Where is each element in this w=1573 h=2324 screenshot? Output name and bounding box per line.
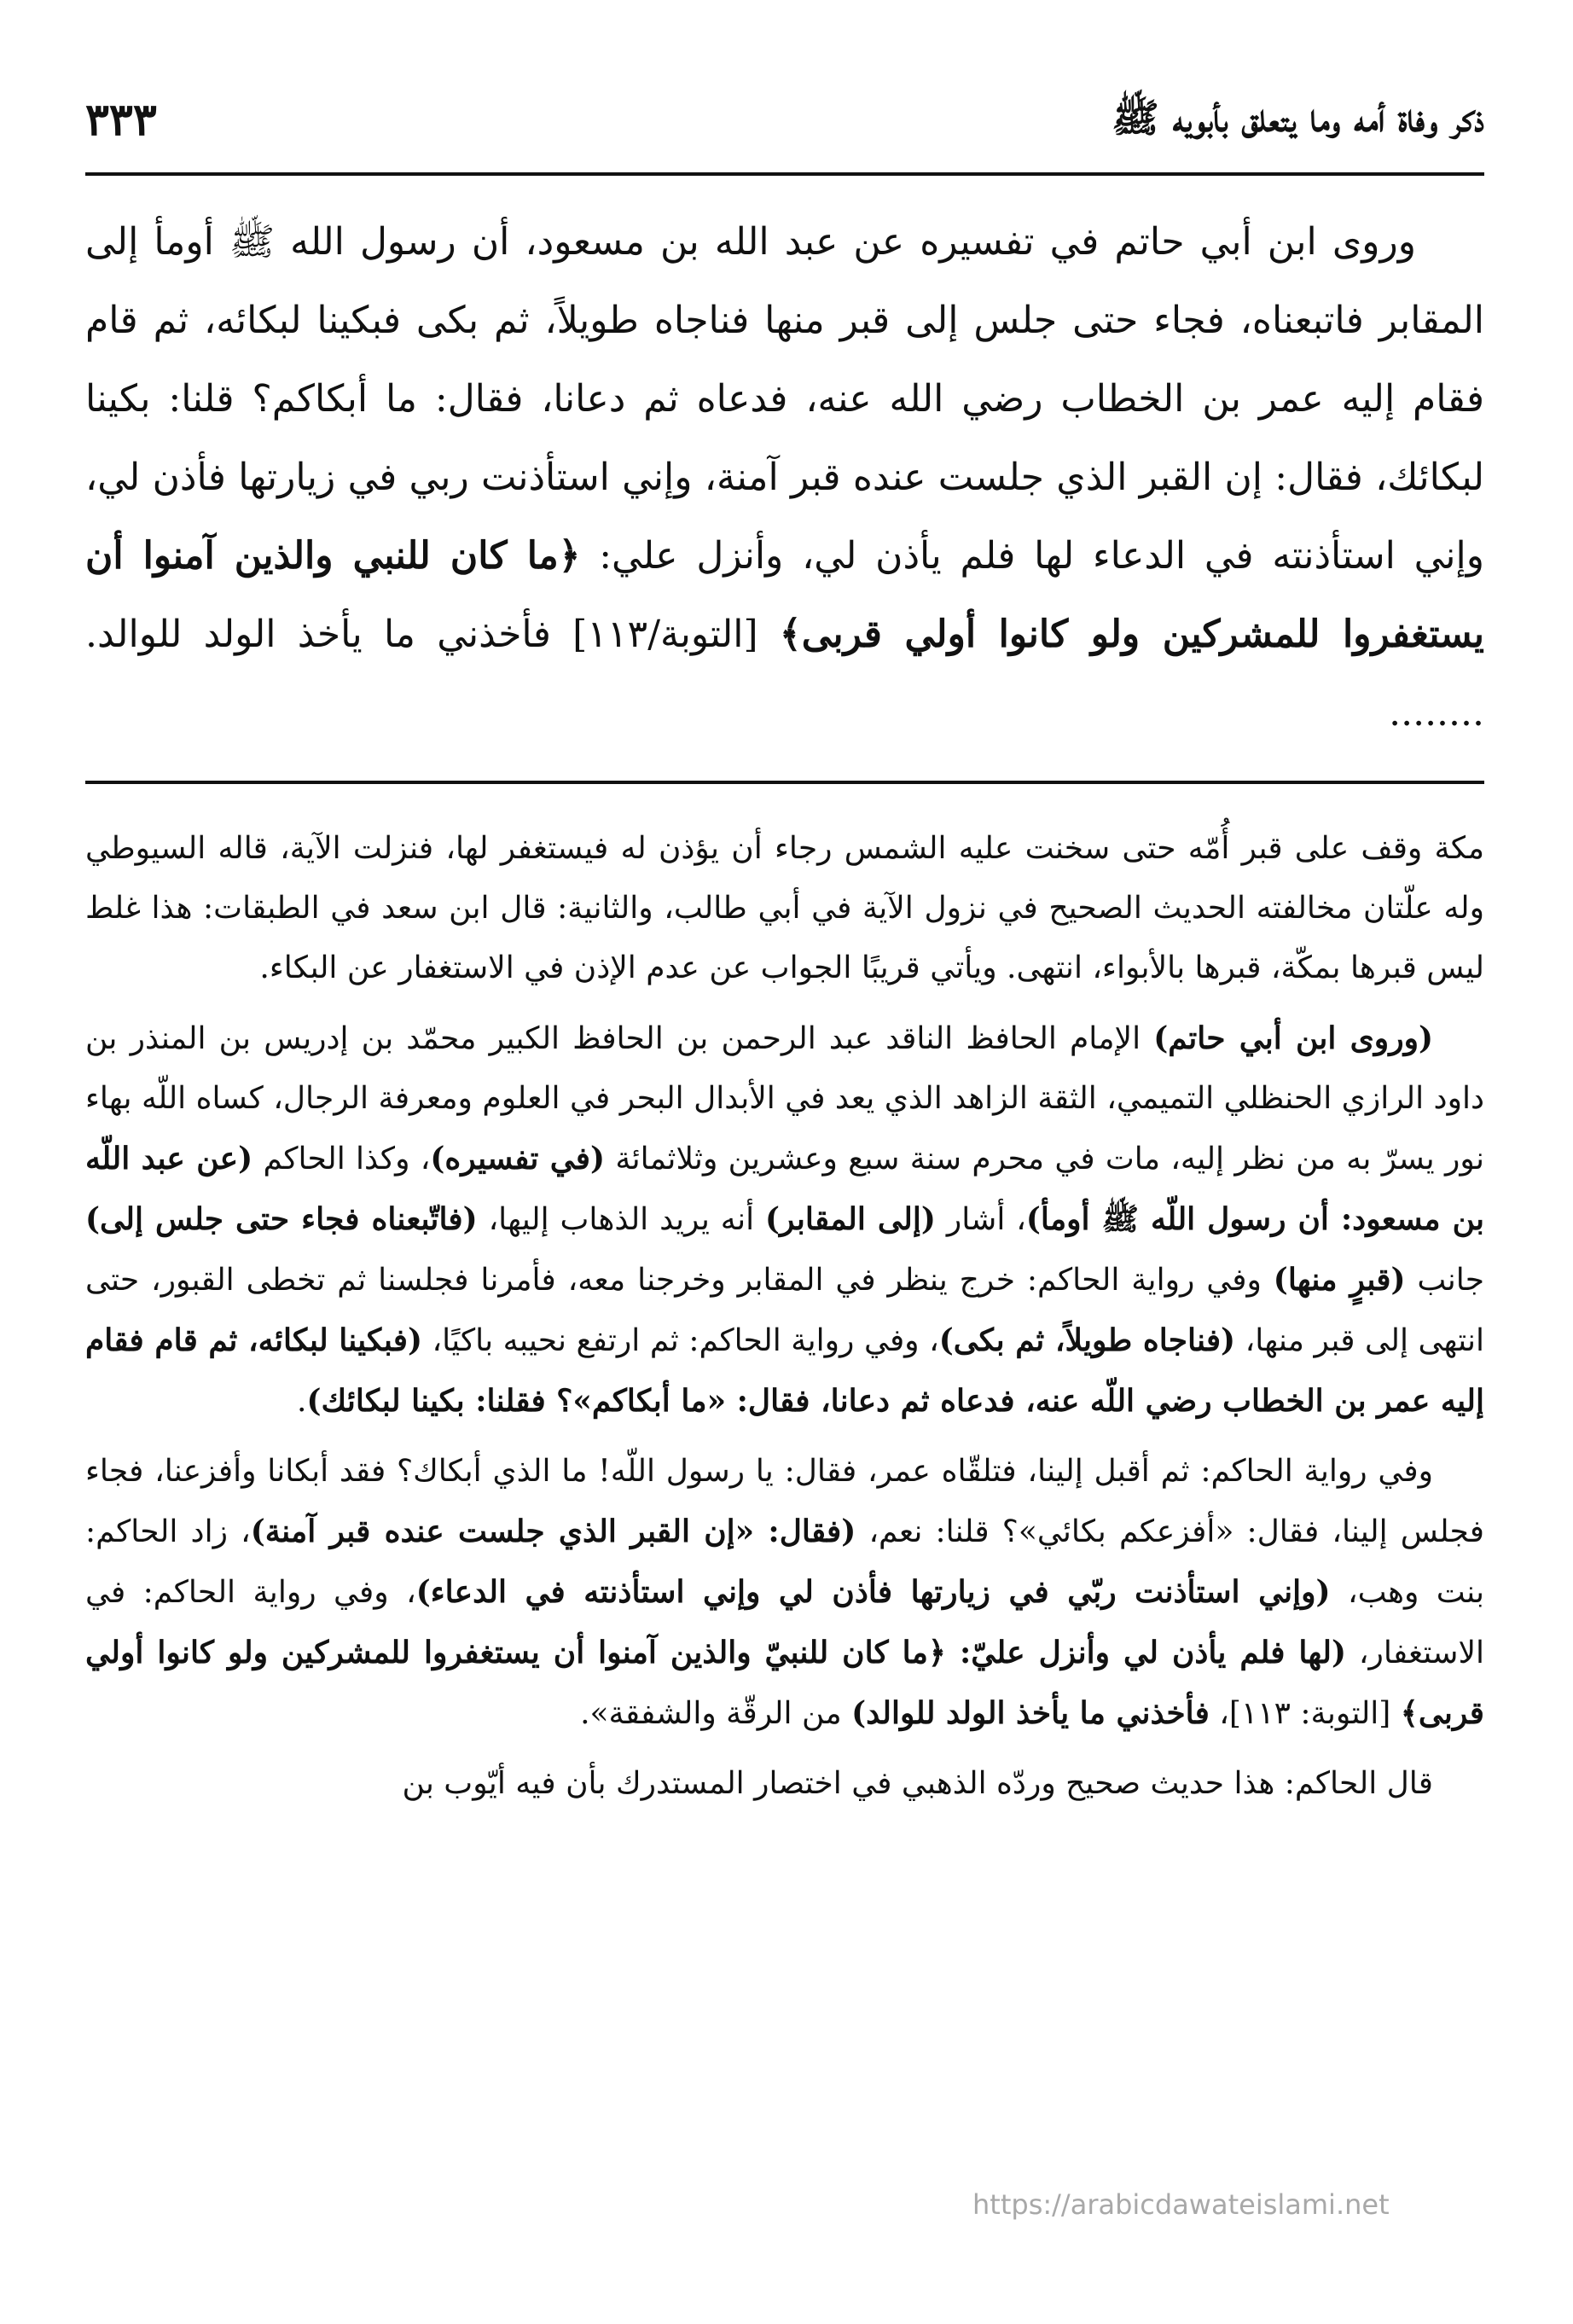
page-number: ٣٣٣ — [85, 94, 157, 146]
quoted-phrase: (قبرٍ منها) — [1273, 1262, 1406, 1298]
commentary-text: وفي رواية الحاكم: ثم أقبل إلينا، فتلقّاه عمر، فقال: يا رسول اللّه! ما الذي أبكاك؟ فقد أبكانا وأفزعنا، فجاء فجلس إلينا، فقال: «أفزعكم بكائي»؟ قلنا: نعم، — [85, 1454, 1485, 1549]
quoted-phrase: فأخذني ما يأخذ الولد للوالد) — [851, 1695, 1210, 1731]
quoted-phrase: (فبكينا لبكائه، ثم قام فقام إليه عمر بن الخطاب رضي اللّه عنه، فدعاه ثم دعانا، فقال: «ما أبكاكم»؟ فقلنا: بكينا لبكائك) — [85, 1322, 1484, 1419]
quran-verse: ﴿ما كان للنبي والذين آمنوا أن يستغفروا للمشركين ولو كانوا أولي قربى﴾ — [85, 534, 1484, 656]
separator-rule — [85, 781, 1484, 784]
page-header — [85, 94, 1484, 171]
commentary — [85, 819, 1484, 1824]
verse-reference: [التوبة: ١١٣]، — [1219, 1696, 1391, 1731]
commentary-text: من الرقّة والشفقة». — [580, 1696, 842, 1731]
quoted-phrase: (فناجاه طويلاً، ثم بكى) — [938, 1322, 1236, 1358]
commentary-text: الإمام الحافظ الناقد عبد الرحمن بن الحافظ الكبير محمّد بن إدريس بن المنذر بن داود الرازي الحنظلي التميمي، الثقة الزاهد الذي يعد في الأبدال البحر في العلوم ومعرفة الرجال، كساه اللّه بهاء نور يسرّ به من نظر إليه، مات في محرم سنة سبع وعشرين وثلاثمائة — [85, 1021, 1484, 1177]
commentary-text: ، زاد الحاكم: بنت وهب، — [85, 1514, 1484, 1610]
commentary-paragraph-1: مكة وقف على قبر أُمّه حتى سخنت عليه الشمس رجاء أن يؤذن له فيستغفر لها، فنزلت الآية، قاله السيوطي وله علّتان مخالفته الحديث الصحيح في نزول الآية في أبي طالب، والثانية: قال ابن سعد في الطبقات: هذا غلط ليس قبرها بمكّة، قبرها بالأبواء، انتهى. ويأتي قريبًا الجواب عن عدم الإذن في الاستغفار عن البكاء. — [85, 831, 1484, 985]
main-text-body: وروى ابن أبي حاتم في تفسيره عن عبد الله بن مسعود، أن رسول الله ﷺ أومأ إلى المقابر فاتبعناه، فجاء حتى جلس إلى قبر منها فناجاه طويلاً، ثم بكى فبكينا لبكائه، ثم قام فقام إليه عمر بن الخطاب رضي الله عنه، فدعاه ثم دعانا، فقال: ما أبكاكم؟ قلنا: بكينا لبكائك، فقال: إن القبر الذي جلست عنده قبر آمنة، وإني استأذنت ربي في زيارتها فأذن لي، وإني استأذنته في الدعاء لها فلم يأذن لي، وأنزل علي: — [85, 220, 1484, 578]
commentary-text: . — [297, 1384, 307, 1419]
header-rule — [85, 172, 1484, 176]
quoted-phrase: (لها فلم يأذن لي وأنزل عليّ: ﴿ما كان للنبيّ والذين آمنوا أن يستغفروا للمشركين ولو كانوا أولي قربى﴾ — [85, 1635, 1484, 1731]
running-title: ذكر وفاة أمه وما يتعلق بأبويه ﷺ — [1112, 95, 1484, 141]
watermark-url: https://arabicdawateislami.net — [972, 2188, 1390, 2221]
commentary-text: ، وكذا الحاكم — [263, 1142, 431, 1177]
main-text-ending: فأخذني ما يأخذ الولد للوالد. ........ — [85, 613, 1484, 735]
quoted-phrase: (إلى المقابر) — [765, 1201, 936, 1237]
commentary-text: جانب — [1417, 1263, 1485, 1298]
quoted-phrase: (فقال: «إن القبر الذي جلست عنده قبر آمنة) — [250, 1514, 856, 1549]
commentary-text: ، وفي رواية الحاكم: في الاستغفار، — [85, 1575, 1484, 1670]
verse-reference: [التوبة/١١٣] — [572, 613, 758, 656]
main-text — [85, 203, 1484, 752]
commentary-paragraph-3 — [85, 1442, 1484, 1744]
quoted-phrase: (فاتّبعناه فجاء حتى جلس إلى) — [85, 1201, 478, 1237]
commentary-text: أنه يريد الذهاب إليها، — [488, 1202, 755, 1237]
commentary-text: ، أشار — [946, 1202, 1026, 1237]
quoted-phrase: (وإني استأذنت ربّي في زيارتها فأذن لي وإني استأذنته في الدعاء) — [415, 1574, 1331, 1610]
main-paragraph — [85, 203, 1484, 752]
quoted-phrase: (عن عبد اللّه بن مسعود: أن رسول اللّه ﷺ أومأ) — [85, 1141, 1484, 1237]
commentary-paragraph-2 — [85, 1008, 1484, 1432]
quoted-phrase: (وروى ابن أبي حاتم) — [1153, 1020, 1433, 1056]
commentary-text: ، وفي رواية الحاكم: ثم ارتفع نحيبه باكيًا، — [432, 1323, 939, 1358]
commentary-text: وفي رواية الحاكم: خرج ينظر في المقابر وخرجنا معه، فأمرنا فجلسنا ثم تخطى القبور، حتى انتهى إلى قبر منها، — [85, 1263, 1485, 1358]
quoted-phrase: (في تفسيره) — [430, 1141, 606, 1177]
commentary-paragraph-4: قال الحاكم: هذا حديث صحيح وردّه الذهبي في اختصار المستدرك بأن فيه أيّوب بن — [402, 1766, 1433, 1801]
